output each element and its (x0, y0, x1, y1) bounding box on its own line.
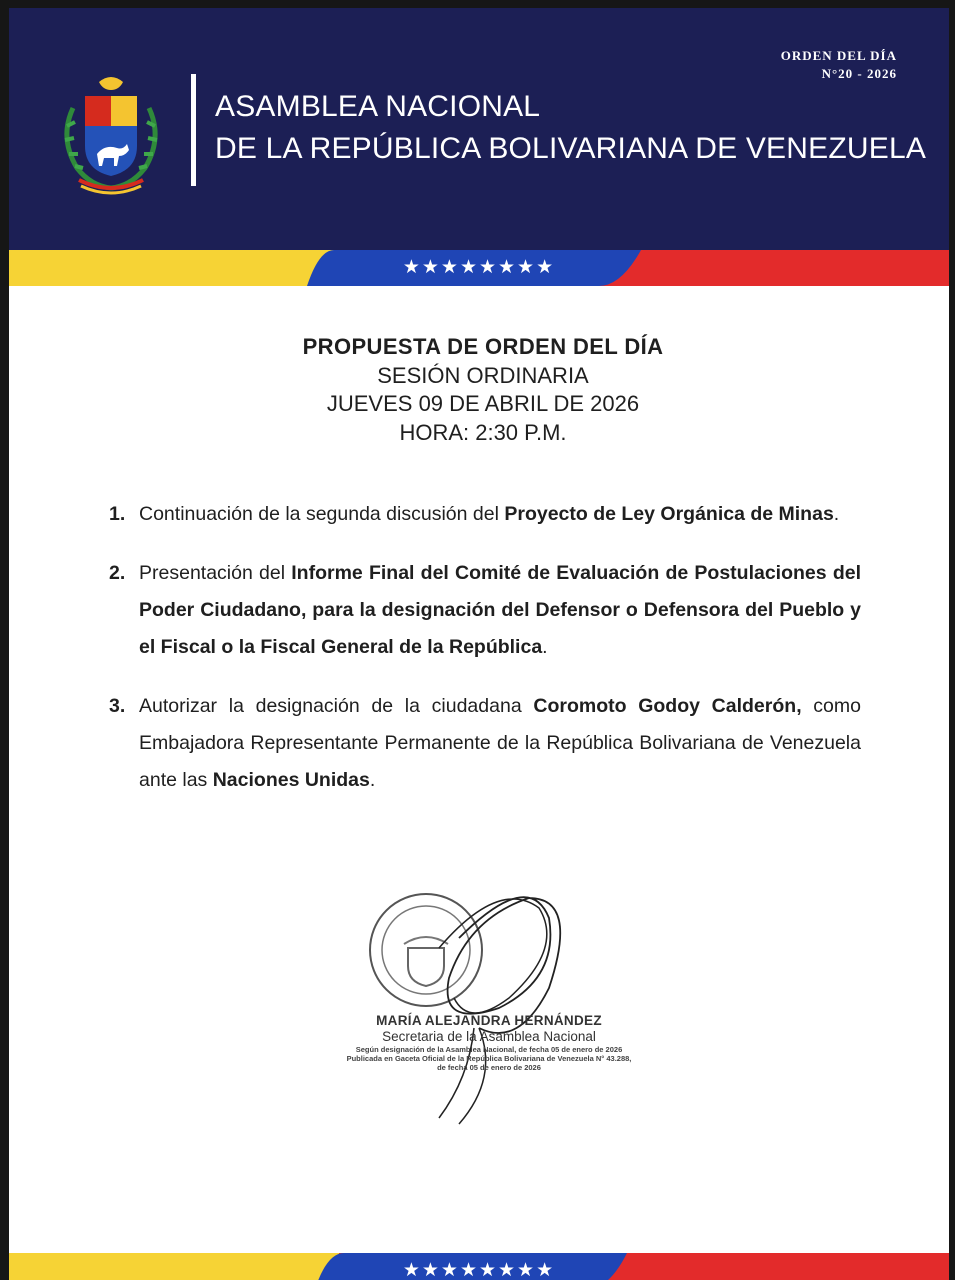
orden-number: N°20 - 2026 (821, 66, 897, 81)
item-number: 2. (109, 562, 126, 584)
flag-stars: ★★★★★★★★ (402, 1259, 556, 1280)
institution-name-line1: ASAMBLEA NACIONAL (215, 90, 541, 123)
document-page (9, 8, 949, 1280)
session-type: SESIÓN ORDINARIA (377, 362, 589, 388)
header-divider (191, 74, 196, 186)
institution-name-line2: DE LA REPÚBLICA BOLIVARIANA DE VENEZUELA (215, 132, 927, 165)
agenda-item (109, 496, 861, 533)
coat-of-arms-icon (55, 68, 167, 198)
session-time: HORA: 2:30 P.M. (399, 419, 567, 445)
agenda-title: PROPUESTA DE ORDEN DEL DÍA (302, 334, 664, 359)
signatory-role: Secretaria de la Asamblea Nacional (382, 1029, 596, 1044)
flag-band-top (9, 250, 949, 286)
agenda-item (109, 688, 861, 799)
agenda-item (109, 555, 861, 666)
agenda-heading (9, 333, 949, 447)
signatory-note: de fecha 05 de enero de 2026 (437, 1063, 541, 1072)
agenda-list (109, 496, 861, 821)
item-text: Autorizar la designación de la ciudadana Coromoto Godoy Calderón, como Embajadora Representante Permanente de la República Bolivariana de Venezuela ante las Naciones Unidas. (139, 695, 861, 791)
signature-scribble-icon (379, 878, 609, 1128)
item-text: Continuación de la segunda discusión del Proyecto de Ley Orgánica de Minas. (139, 503, 840, 525)
signatory-note: Según designación de la Asamblea Nacional, de fecha 05 de enero de 2026 (355, 1045, 623, 1054)
flag-stars: ★★★★★★★★ (402, 256, 556, 278)
item-text: Presentación del Informe Final del Comité de Evaluación de Postulaciones del Poder Ciudadano, para la designación del Defensor o Defensora del Pueblo y el Fiscal o la Fiscal General de la República. (139, 562, 861, 658)
orden-label: ORDEN DEL DÍA (780, 48, 897, 63)
flag-band-bottom (9, 1253, 949, 1280)
signatory-note: Publicada en Gaceta Oficial de la República Bolivariana de Venezuela N° 43.288, (346, 1054, 632, 1063)
header-banner (9, 8, 949, 250)
session-date: JUEVES 09 DE ABRIL DE 2026 (326, 391, 640, 416)
item-number: 1. (109, 503, 126, 525)
signatory-name: MARÍA ALEJANDRA HERNÁNDEZ (376, 1013, 602, 1028)
item-number: 3. (109, 695, 126, 717)
